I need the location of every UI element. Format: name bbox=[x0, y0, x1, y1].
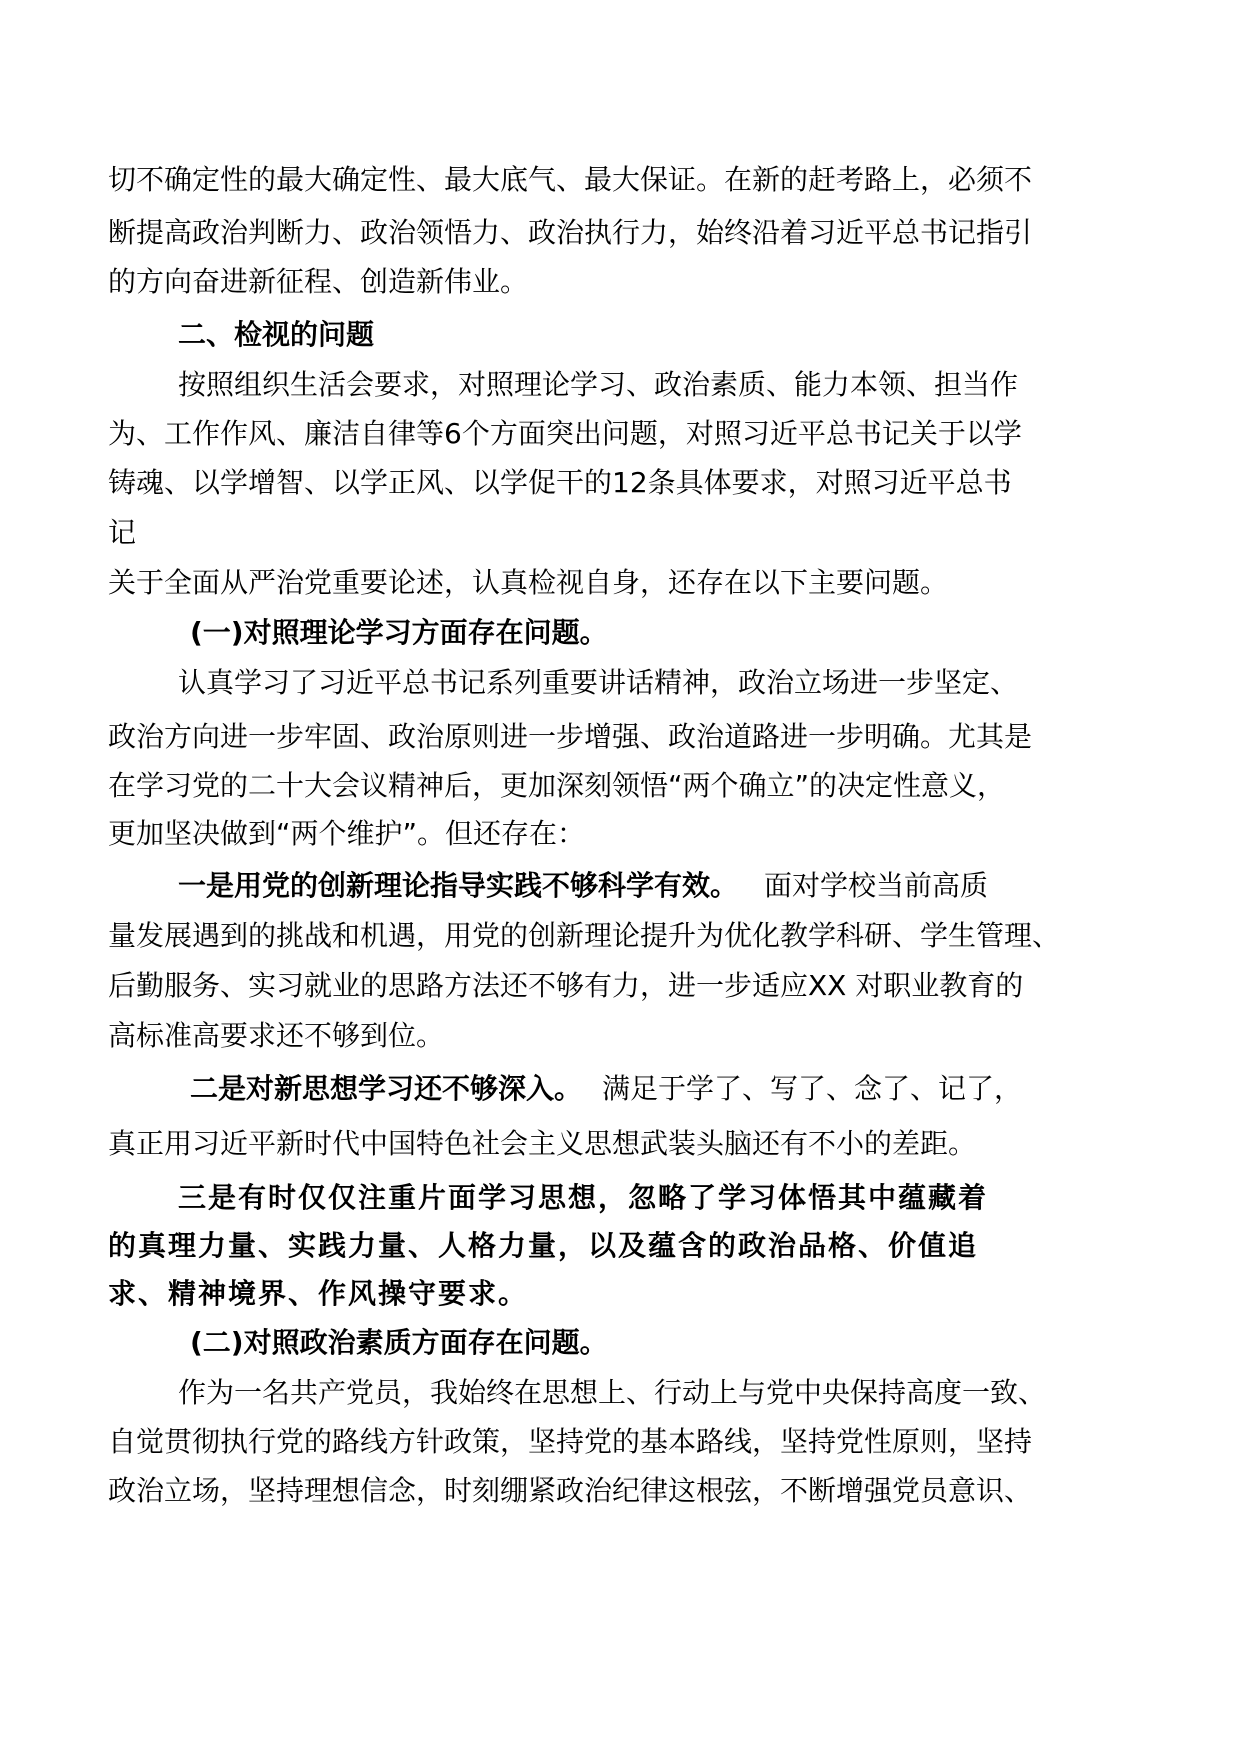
paragraph-line: 高标准高要求还不够到位。 bbox=[108, 1019, 445, 1052]
paragraph-line: 在学习党的二十大会议精神后，更加深刻领悟“两个确立”的决定性意义， bbox=[108, 769, 1006, 802]
paragraph-line: 记 bbox=[108, 516, 137, 549]
paragraph-line: 真正用习近平新时代中国特色社会主义思想武装头脑还有不小的差距。 bbox=[108, 1127, 977, 1160]
paragraph-line: 自觉贯彻执行党的路线方针政策，坚持党的基本路线，坚持党性原则，坚持 bbox=[108, 1425, 1033, 1458]
paragraph-line bbox=[178, 866, 988, 906]
paragraph-line: 切不确定性的最大确定性、最大底气、最大保证。在新的赶考路上，必须不 bbox=[108, 163, 1033, 196]
paragraph-line: 更加坚决做到“两个维护”。但还存在： bbox=[108, 817, 586, 850]
paragraph-line: 作为一名共产党员，我始终在思想上、行动上与党中央保持高度一致、 bbox=[178, 1376, 1047, 1409]
point-lead: 一是用党的创新理论指导实践不够科学有效。 bbox=[178, 869, 739, 902]
bold-paragraph-line: 的真理力量、实践力量、人格力量，以及蕴含的政治品格、价值追 bbox=[108, 1229, 979, 1262]
section-heading: 二、检视的问题 bbox=[178, 318, 375, 351]
point-lead: 二是对新思想学习还不够深入。 bbox=[190, 1072, 583, 1105]
paragraph-line: 量发展遇到的挑战和机遇，用党的创新理论提升为优化教学科研、学生管理、 bbox=[108, 919, 1061, 952]
point-text: 满足于学了、写了、念了、记了， bbox=[602, 1072, 1023, 1105]
paragraph-line: 按照组织生活会要求，对照理论学习、政治素质、能力本领、担当作 bbox=[178, 368, 1019, 401]
paragraph-line: 政治立场，坚持理想信念，时刻绷紧政治纪律这根弦，不断增强党员意识、 bbox=[108, 1474, 1033, 1507]
paragraph-line: 认真学习了习近平总书记系列重要讲话精神，政治立场进一步坚定、 bbox=[178, 666, 1019, 699]
paragraph-line: 后勤服务、实习就业的思路方法还不够有力，进一步适应XX 对职业教育的 bbox=[108, 969, 1024, 1002]
paragraph-line bbox=[190, 1069, 1022, 1109]
bold-paragraph-line: 三是有时仅仅注重片面学习思想，忽略了学习体悟其中蕴藏着 bbox=[178, 1181, 989, 1214]
paragraph-line: 断提高政治判断力、政治领悟力、政治执行力，始终沿着习近平总书记指引 bbox=[108, 216, 1033, 249]
paragraph-line: 关于全面从严治党重要论述，认真检视自身，还存在以下主要问题。 bbox=[108, 566, 949, 599]
bold-paragraph-line: 求、精神境界、作风操守要求。 bbox=[108, 1277, 529, 1310]
paragraph-line: 为、工作作风、廉洁自律等6个方面突出问题，对照习近平总书记关于以学 bbox=[108, 417, 1022, 450]
subsection-heading: (二)对照政治素质方面存在问题。 bbox=[190, 1326, 608, 1359]
paragraph-line: 的方向奋进新征程、创造新伟业。 bbox=[108, 265, 529, 298]
subsection-heading: (一)对照理论学习方面存在问题。 bbox=[190, 616, 608, 649]
point-text: 面对学校当前高质 bbox=[764, 869, 989, 902]
paragraph-line: 政治方向进一步牢固、政治原则进一步增强、政治道路进一步明确。尤其是 bbox=[108, 720, 1033, 753]
paragraph-line: 铸魂、以学增智、以学正风、以学促干的12条具体要求，对照习近平总书 bbox=[108, 466, 1012, 499]
